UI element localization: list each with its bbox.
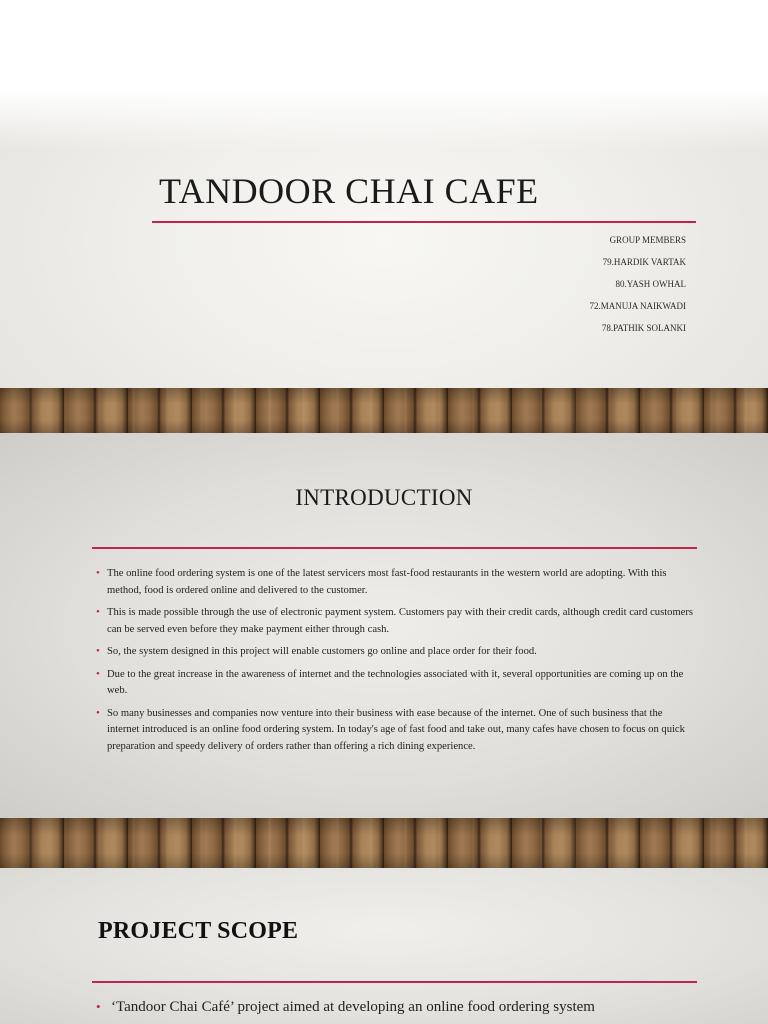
bullet-text: ‘Tandoor Chai Café’ project aimed at developing an online food ordering system [111,999,595,1015]
bullet-text: So many businesses and companies now venture into their business with ease because of the internet. One of such business that the internet introduced is an online food ordering system. In today's age of fast food and take out, many cafes have chosen to focus on quick preparation and speedy delivery of orders rather than offering a rich dining experience. [107,707,685,752]
bullet-text: The online food ordering system is one of the latest servicers most fast-food restaurants in the western world are adopting. With this method, food is ordered online and delivered to the customer. [107,568,667,596]
group-members-list [590,229,687,339]
slide-project-scope [0,868,768,1024]
introduction-bullets [96,566,696,761]
member-item: 80.YASH OWHAL [615,279,686,289]
slide-introduction [0,433,768,818]
bullet-text: So, the system designed in this project will enable customers go online and place order for their food. [107,646,537,657]
introduction-title: INTRODUCTION [295,485,473,510]
bullet-icon: • [96,567,100,579]
bullet-item [96,667,696,700]
slide-top-fade [0,0,768,150]
bullet-icon: • [96,645,100,657]
bullet-item [96,997,716,1017]
bullet-item [96,605,696,638]
bullet-item [96,706,696,756]
member-item: 79.HARDIK VARTAK [602,257,686,267]
project-scope-title: PROJECT SCOPE [98,918,299,944]
introduction-divider [92,547,697,549]
wood-floor-separator [0,388,768,433]
bullet-item [96,644,696,661]
bullet-icon: • [96,706,100,719]
bullet-icon: • [96,606,100,618]
project-scope-bullets [96,997,716,1017]
bullet-text: Due to the great increase in the awareness of internet and the technologies associated with it, several opportunities are coming up on the web. [107,668,684,696]
title-divider [152,221,696,223]
slide-title [0,0,768,388]
wood-floor-separator [0,818,768,868]
presentation-title: TANDOOR CHAI CAFE [159,171,539,211]
project-scope-divider [92,981,697,983]
bullet-item [96,566,696,599]
bullet-text: This is made possible through the use of electronic payment system. Customers pay with their credit cards, although credit card customers can be served even before they make payment either through cash. [107,607,694,635]
members-heading: GROUP MEMBERS [609,235,686,245]
bullet-icon: • [96,999,101,1014]
member-item: 78.PATHIK SOLANKI [601,323,686,333]
member-item: 72.MANUJA NAIKWADI [589,301,686,311]
bullet-icon: • [96,667,100,680]
